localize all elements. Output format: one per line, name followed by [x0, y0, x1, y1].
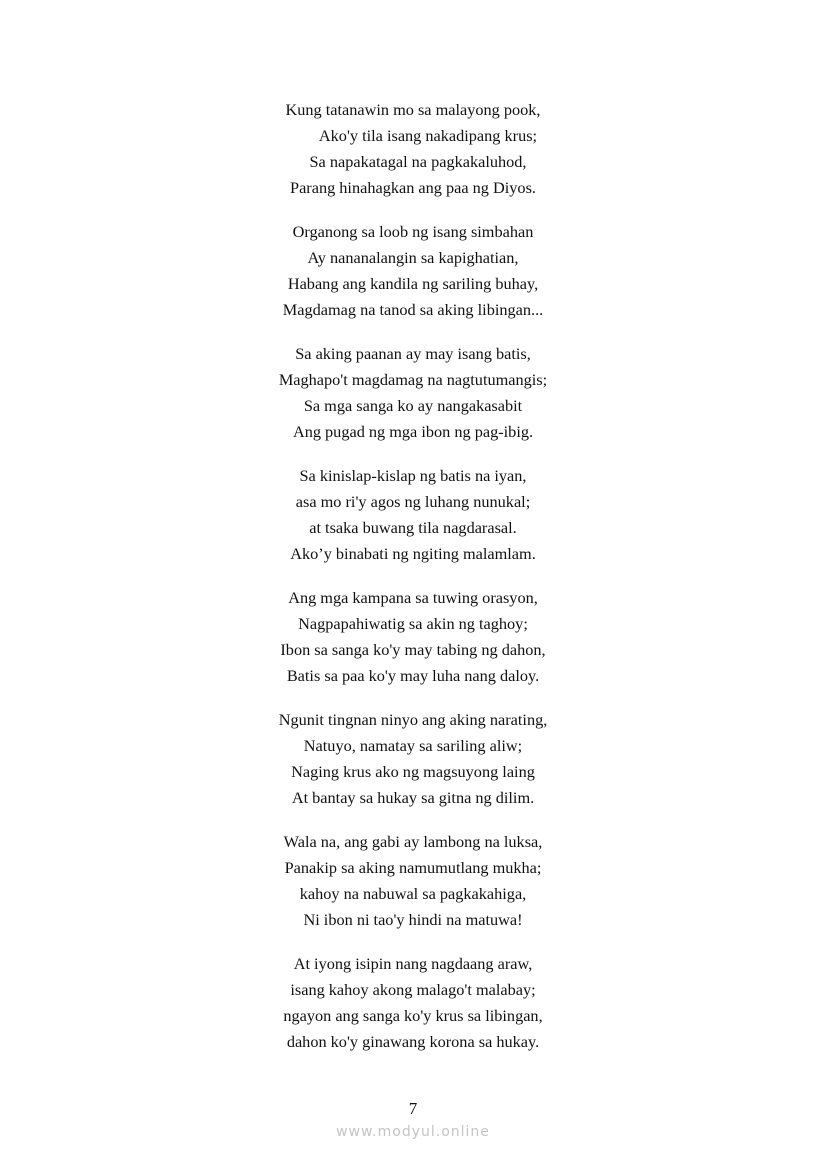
poem-line: ngayon ang sanga ko'y krus sa libingan, [283, 1006, 543, 1025]
poem-line: At bantay sa hukay sa gitna ng dilim. [291, 788, 535, 807]
poem-line: Wala na, ang gabi ay lambong na luksa, [283, 832, 543, 851]
poem-line: Sa mga sanga ko ay nangakasabit [303, 396, 523, 415]
poem-line: Ang pugad ng mga ibon ng pag-ibig. [292, 422, 534, 441]
stanza-4 [0, 463, 826, 567]
poem-line: Sa napakatagal na pagkakaluhod, [309, 152, 527, 171]
stanza-6 [0, 707, 826, 811]
poem-line: Ni ibon ni tao'y hindi na matuwa! [303, 910, 523, 929]
poem-line: dahon ko'y ginawang korona sa hukay. [286, 1032, 540, 1051]
poem-line: Batis sa paa ko'y may luha nang daloy. [286, 666, 540, 685]
poem-line: Naging krus ako ng magsuyong laing [291, 762, 535, 781]
poem-line: Ang mga kampana sa tuwing orasyon, [288, 588, 538, 607]
stanza-1 [0, 100, 826, 201]
poem-line: At iyong isipin nang nagdaang araw, [293, 954, 533, 973]
stanza-2 [0, 219, 826, 323]
stanza-5 [0, 585, 826, 689]
poem-line: Ibon sa sanga ko'y may tabing ng dahon, [280, 640, 546, 659]
watermark: www.modyul.online [336, 1124, 490, 1140]
poem-line: Ay nananalangin sa kapighatian, [307, 248, 519, 267]
poem-line: Magdamag na tanod sa aking libingan... [282, 300, 544, 319]
poem-line: Sa aking paanan ay may isang batis, [295, 344, 531, 363]
poem-line: at tsaka buwang tila nagdarasal. [309, 518, 517, 537]
poem-line: asa mo ri'y agos ng luhang nunukal; [295, 492, 531, 511]
poem-line: Ngunit tingnan ninyo ang aking narating, [278, 710, 548, 729]
poem-line: Natuyo, namatay sa sariling aliw; [303, 736, 523, 755]
poem-line: Organong sa loob ng isang simbahan [292, 222, 534, 241]
poem-line: Kung tatanawin mo sa malayong pook, [285, 100, 541, 119]
poem-line: Ako'y tila isang nakadipang krus; [318, 126, 538, 145]
stanza-7 [0, 829, 826, 933]
poem-line: Sa kinislap-kislap ng batis na iyan, [299, 466, 527, 485]
poem-line: Parang hinahagkan ang paa ng Diyos. [290, 178, 536, 197]
stanza-3 [0, 341, 826, 445]
poem [0, 100, 826, 1073]
stanza-8 [0, 951, 826, 1055]
page-number: 7 [408, 1099, 418, 1118]
poem-line: Ako’y binabati ng ngiting malamlam. [290, 544, 536, 563]
poem-line: Maghapo't magdamag na nagtutumangis; [278, 370, 548, 389]
poem-line: isang kahoy akong malago't malabay; [290, 980, 536, 999]
poem-line: Habang ang kandila ng sariling buhay, [287, 274, 539, 293]
poem-line: Nagpapahiwatig sa akin ng taghoy; [298, 614, 528, 633]
poem-line: kahoy na nabuwal sa pagkakahiga, [299, 884, 527, 903]
poem-line: Panakip sa aking namumutlang mukha; [284, 858, 542, 877]
